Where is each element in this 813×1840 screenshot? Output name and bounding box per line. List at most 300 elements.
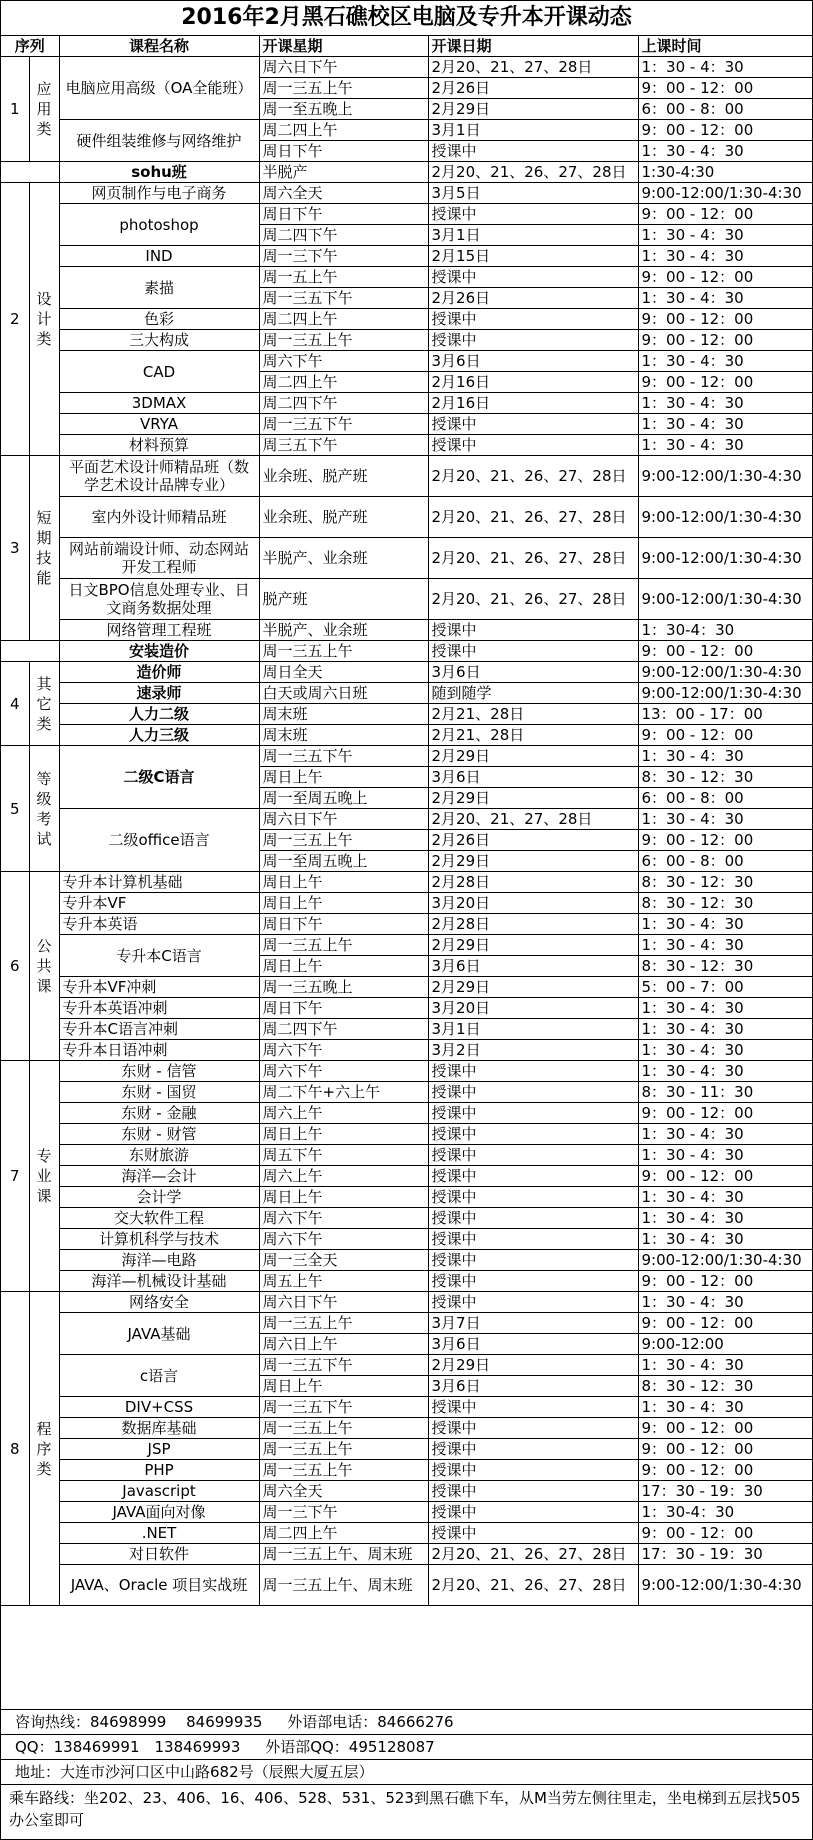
course-weekday: 周六上午 bbox=[259, 1166, 428, 1187]
course-weekday: 周一三五上午 bbox=[259, 1439, 428, 1460]
table-row bbox=[1, 1439, 812, 1460]
table-row bbox=[1, 330, 812, 351]
course-start-date: 授课中 bbox=[428, 1418, 638, 1439]
course-weekday: 周二四上午 bbox=[259, 309, 428, 330]
header-course: 课程名称 bbox=[59, 36, 259, 57]
course-start-date: 授课中 bbox=[428, 1082, 638, 1103]
course-time: 1：30 - 4：30 bbox=[638, 1019, 812, 1040]
course-start-date: 3月5日 bbox=[428, 183, 638, 204]
course-name: IND bbox=[59, 246, 259, 267]
course-weekday: 业余班、脱产班 bbox=[259, 456, 428, 497]
group-seq: 4 bbox=[1, 662, 29, 746]
course-weekday: 半脱产 bbox=[259, 162, 428, 183]
course-start-date: 3月6日 bbox=[428, 956, 638, 977]
course-time: 1：30 - 4：30 bbox=[638, 288, 812, 309]
course-time: 8：30 - 11：30 bbox=[638, 1082, 812, 1103]
course-start-date: 2月20、21、26、27、28日 bbox=[428, 162, 638, 183]
course-weekday: 周末班 bbox=[259, 725, 428, 746]
hotline: 咨询热线：84698999 84699935 bbox=[15, 1713, 263, 1731]
course-time: 1：30 - 4：30 bbox=[638, 57, 812, 78]
course-name: JSP bbox=[59, 1439, 259, 1460]
course-time: 9:00-12:00/1:30-4:30 bbox=[638, 1250, 812, 1271]
course-weekday: 周五下午 bbox=[259, 1145, 428, 1166]
course-weekday: 周一三五下午 bbox=[259, 1397, 428, 1418]
table-row bbox=[1, 641, 812, 662]
table-row bbox=[1, 872, 812, 893]
course-time: 1：30 - 4：30 bbox=[638, 1208, 812, 1229]
course-weekday: 周一至周五晚上 bbox=[259, 788, 428, 809]
course-start-date: 2月15日 bbox=[428, 246, 638, 267]
course-start-date: 2月26日 bbox=[428, 288, 638, 309]
table-row bbox=[1, 267, 812, 288]
course-start-date: 3月2日 bbox=[428, 1040, 638, 1061]
course-start-date: 2月20、21、26、27、28日 bbox=[428, 1565, 638, 1606]
foreign-qq: 外语部QQ：495128087 bbox=[265, 1738, 435, 1756]
course-time: 1：30 - 4：30 bbox=[638, 393, 812, 414]
course-weekday: 周日下午 bbox=[259, 204, 428, 225]
course-weekday: 周二四下午 bbox=[259, 225, 428, 246]
course-start-date: 3月1日 bbox=[428, 225, 638, 246]
course-name: 专升本VF冲刺 bbox=[59, 977, 259, 998]
course-weekday: 脱产班 bbox=[259, 579, 428, 620]
course-weekday: 周六下午 bbox=[259, 1061, 428, 1082]
table-row bbox=[1, 351, 812, 372]
course-start-date: 授课中 bbox=[428, 1271, 638, 1292]
course-time: 1：30-4：30 bbox=[638, 1502, 812, 1523]
course-name: 硬件组装维修与网络维护 bbox=[59, 120, 259, 162]
course-time: 1：30 - 4：30 bbox=[638, 435, 812, 456]
course-time: 9：00 - 12：00 bbox=[638, 1103, 812, 1124]
course-start-date: 授课中 bbox=[428, 1292, 638, 1313]
course-start-date: 授课中 bbox=[428, 641, 638, 662]
course-name: 网络安全 bbox=[59, 1292, 259, 1313]
course-start-date: 授课中 bbox=[428, 620, 638, 641]
course-weekday: 周二四下午 bbox=[259, 1019, 428, 1040]
group-category bbox=[29, 662, 59, 746]
course-time: 9:00-12:00 bbox=[638, 1334, 812, 1355]
course-weekday: 周一三五上午 bbox=[259, 1460, 428, 1481]
group-seq: 7 bbox=[1, 1061, 29, 1292]
table-row bbox=[1, 746, 812, 767]
course-name: 海洋—电路 bbox=[59, 1250, 259, 1271]
course-name: 色彩 bbox=[59, 309, 259, 330]
course-weekday: 周一三全天 bbox=[259, 1250, 428, 1271]
course-name: 网络管理工程班 bbox=[59, 620, 259, 641]
course-weekday: 周日上午 bbox=[259, 872, 428, 893]
course-time: 1：30 - 4：30 bbox=[638, 1040, 812, 1061]
course-weekday: 周一三五上午 bbox=[259, 641, 428, 662]
table-row bbox=[1, 662, 812, 683]
course-start-date: 授课中 bbox=[428, 1208, 638, 1229]
course-weekday: 周三五下午 bbox=[259, 435, 428, 456]
course-table bbox=[1, 36, 812, 1606]
table-row bbox=[1, 1502, 812, 1523]
course-weekday: 周六日下午 bbox=[259, 809, 428, 830]
table-row bbox=[1, 1523, 812, 1544]
course-time: 9：00 - 12：00 bbox=[638, 78, 812, 99]
table-row bbox=[1, 914, 812, 935]
course-time: 9：00 - 12：00 bbox=[638, 725, 812, 746]
course-time: 9:00-12:00/1:30-4:30 bbox=[638, 662, 812, 683]
footer-bus-route: 乘车路线：坐202、23、406、16、406、528、531、523到黑石礁下车，从M当劳左侧往里走，坐电梯到五层找505办公室即可 bbox=[9, 1789, 801, 1829]
table-row bbox=[1, 893, 812, 914]
course-time: 8：30 - 12：30 bbox=[638, 767, 812, 788]
group-seq: 1 bbox=[1, 57, 29, 162]
course-weekday: 周日上午 bbox=[259, 1376, 428, 1397]
course-name: JAVA、Oracle 项目实战班 bbox=[59, 1565, 259, 1606]
table-row bbox=[1, 456, 812, 497]
course-weekday: 周末班 bbox=[259, 704, 428, 725]
course-weekday: 周六全天 bbox=[259, 1481, 428, 1502]
table-row bbox=[1, 414, 812, 435]
course-time: 9：00 - 12：00 bbox=[638, 1418, 812, 1439]
course-weekday: 周日上午 bbox=[259, 956, 428, 977]
footer bbox=[1, 1709, 812, 1839]
course-time: 8：30 - 12：30 bbox=[638, 872, 812, 893]
group-seq-empty bbox=[1, 162, 59, 183]
course-time: 1：30 - 4：30 bbox=[638, 141, 812, 162]
course-start-date: 随到随学 bbox=[428, 683, 638, 704]
course-name: c语言 bbox=[59, 1355, 259, 1397]
course-start-date: 2月20、21、27、28日 bbox=[428, 57, 638, 78]
group-category bbox=[29, 183, 59, 456]
course-start-date: 授课中 bbox=[428, 330, 638, 351]
group-category bbox=[29, 456, 59, 641]
table-row bbox=[1, 935, 812, 956]
course-time: 1:30-4:30 bbox=[638, 162, 812, 183]
course-time: 1：30 - 4：30 bbox=[638, 225, 812, 246]
course-time: 9：00 - 12：00 bbox=[638, 372, 812, 393]
course-time: 9:00-12:00/1:30-4:30 bbox=[638, 579, 812, 620]
course-start-date: 2月20、21、26、27、28日 bbox=[428, 579, 638, 620]
course-weekday: 周六上午 bbox=[259, 1103, 428, 1124]
table-row bbox=[1, 57, 812, 78]
course-weekday: 周日上午 bbox=[259, 1124, 428, 1145]
course-start-date: 3月20日 bbox=[428, 998, 638, 1019]
course-name: 专升本日语冲刺 bbox=[59, 1040, 259, 1061]
course-name: 会计学 bbox=[59, 1187, 259, 1208]
course-weekday: 周一三五上午 bbox=[259, 830, 428, 851]
course-start-date: 2月20、21、27、28日 bbox=[428, 809, 638, 830]
course-time: 6：00 - 8：00 bbox=[638, 99, 812, 120]
course-name: 交大软件工程 bbox=[59, 1208, 259, 1229]
course-time: 9:00-12:00/1:30-4:30 bbox=[638, 183, 812, 204]
course-name: 东财 - 财管 bbox=[59, 1124, 259, 1145]
table-row bbox=[1, 1355, 812, 1376]
course-weekday: 周二四上午 bbox=[259, 372, 428, 393]
course-weekday: 周五上午 bbox=[259, 1271, 428, 1292]
course-weekday: 周一三下午 bbox=[259, 1502, 428, 1523]
course-time: 9：00 - 12：00 bbox=[638, 1166, 812, 1187]
course-name: 安装造价 bbox=[59, 641, 259, 662]
course-name: 网站前端设计师、动态网站开发工程师 bbox=[59, 538, 259, 579]
course-weekday: 周一三五上午 bbox=[259, 330, 428, 351]
course-time: 9：00 - 12：00 bbox=[638, 1313, 812, 1334]
course-name: 海洋—会计 bbox=[59, 1166, 259, 1187]
group-seq-empty bbox=[1, 641, 59, 662]
course-weekday: 周二下午+六上午 bbox=[259, 1082, 428, 1103]
group-seq: 2 bbox=[1, 183, 29, 456]
course-start-date: 授课中 bbox=[428, 1229, 638, 1250]
course-start-date: 授课中 bbox=[428, 1187, 638, 1208]
group-seq: 6 bbox=[1, 872, 29, 1061]
table-row bbox=[1, 246, 812, 267]
course-time: 1：30 - 4：30 bbox=[638, 1187, 812, 1208]
course-start-date: 3月7日 bbox=[428, 1313, 638, 1334]
group-category-label: 短期技能 bbox=[36, 509, 52, 587]
header-date: 开课日期 bbox=[428, 36, 638, 57]
course-name: 专升本英语 bbox=[59, 914, 259, 935]
course-start-date: 2月26日 bbox=[428, 78, 638, 99]
course-start-date: 授课中 bbox=[428, 141, 638, 162]
course-weekday: 周一五上午 bbox=[259, 267, 428, 288]
course-weekday: 周一三五上午 bbox=[259, 935, 428, 956]
course-time: 1：30 - 4：30 bbox=[638, 1124, 812, 1145]
course-time: 9:00-12:00/1:30-4:30 bbox=[638, 683, 812, 704]
group-category-label: 应用类 bbox=[36, 80, 52, 138]
course-weekday: 周一至周五晚上 bbox=[259, 851, 428, 872]
course-weekday: 周一三五下午 bbox=[259, 288, 428, 309]
course-weekday: 白天或周六日班 bbox=[259, 683, 428, 704]
course-start-date: 3月1日 bbox=[428, 120, 638, 141]
course-name: 三大构成 bbox=[59, 330, 259, 351]
course-weekday: 周日下午 bbox=[259, 141, 428, 162]
table-row bbox=[1, 1250, 812, 1271]
course-time: 1：30 - 4：30 bbox=[638, 1229, 812, 1250]
course-weekday: 周日全天 bbox=[259, 662, 428, 683]
course-name: VRYA bbox=[59, 414, 259, 435]
course-start-date: 授课中 bbox=[428, 1250, 638, 1271]
course-weekday: 半脱产、业余班 bbox=[259, 620, 428, 641]
table-row bbox=[1, 1397, 812, 1418]
table-row bbox=[1, 620, 812, 641]
course-start-date: 2月29日 bbox=[428, 746, 638, 767]
course-name: 平面艺术设计师精品班（数学艺术设计品牌专业） bbox=[59, 456, 259, 497]
course-start-date: 2月21、28日 bbox=[428, 725, 638, 746]
course-start-date: 授课中 bbox=[428, 1439, 638, 1460]
course-weekday: 周一三下午 bbox=[259, 246, 428, 267]
course-name: 电脑应用高级（OA全能班） bbox=[59, 57, 259, 120]
page-title: 2016年2月黑石礁校区电脑及专升本开课动态 bbox=[1, 1, 812, 36]
course-time: 9：00 - 12：00 bbox=[638, 641, 812, 662]
course-time: 9：00 - 12：00 bbox=[638, 1439, 812, 1460]
course-weekday: 周一三五下午 bbox=[259, 1355, 428, 1376]
course-time: 1：30 - 4：30 bbox=[638, 414, 812, 435]
course-time: 1：30 - 4：30 bbox=[638, 809, 812, 830]
course-name: JAVA基础 bbox=[59, 1313, 259, 1355]
table-row bbox=[1, 725, 812, 746]
course-weekday: 周六日上午 bbox=[259, 1334, 428, 1355]
course-name: 材料预算 bbox=[59, 435, 259, 456]
course-name: Javascript bbox=[59, 1481, 259, 1502]
course-weekday: 周六日下午 bbox=[259, 57, 428, 78]
course-weekday: 周六下午 bbox=[259, 1229, 428, 1250]
course-name: JAVA面向对像 bbox=[59, 1502, 259, 1523]
course-weekday: 周一三五下午 bbox=[259, 414, 428, 435]
course-start-date: 3月20日 bbox=[428, 893, 638, 914]
course-weekday: 周日下午 bbox=[259, 914, 428, 935]
course-time: 1：30 - 4：30 bbox=[638, 1145, 812, 1166]
course-start-date: 2月29日 bbox=[428, 977, 638, 998]
course-name: 专升本VF bbox=[59, 893, 259, 914]
course-name: 计算机科学与技术 bbox=[59, 1229, 259, 1250]
course-weekday: 周日上午 bbox=[259, 767, 428, 788]
course-time: 6：00 - 8：00 bbox=[638, 851, 812, 872]
table-header-row bbox=[1, 36, 812, 57]
table-row bbox=[1, 1145, 812, 1166]
course-start-date: 授课中 bbox=[428, 1145, 638, 1166]
course-name: sohu班 bbox=[59, 162, 259, 183]
group-seq: 3 bbox=[1, 456, 29, 641]
course-time: 1：30 - 4：30 bbox=[638, 1061, 812, 1082]
table-row bbox=[1, 1208, 812, 1229]
table-row bbox=[1, 435, 812, 456]
course-start-date: 授课中 bbox=[428, 1502, 638, 1523]
course-start-date: 授课中 bbox=[428, 435, 638, 456]
table-row bbox=[1, 309, 812, 330]
course-start-date: 2月16日 bbox=[428, 372, 638, 393]
course-time: 8：30 - 12：30 bbox=[638, 893, 812, 914]
course-time: 9:00-12:00/1:30-4:30 bbox=[638, 538, 812, 579]
course-start-date: 授课中 bbox=[428, 1124, 638, 1145]
course-weekday: 周六下午 bbox=[259, 1208, 428, 1229]
group-category bbox=[29, 1292, 59, 1606]
course-name: 日文BPO信息处理专业、日文商务数据处理 bbox=[59, 579, 259, 620]
course-time: 9：00 - 12：00 bbox=[638, 1271, 812, 1292]
group-category-label: 其它类 bbox=[36, 674, 52, 733]
course-name: PHP bbox=[59, 1460, 259, 1481]
course-start-date: 授课中 bbox=[428, 1061, 638, 1082]
course-start-date: 2月20、21、26、27、28日 bbox=[428, 1544, 638, 1565]
course-time: 1：30-4：30 bbox=[638, 620, 812, 641]
course-weekday: 周一三五晚上 bbox=[259, 977, 428, 998]
table-row bbox=[1, 497, 812, 538]
course-time: 9：00 - 12：00 bbox=[638, 120, 812, 141]
course-name: 3DMAX bbox=[59, 393, 259, 414]
course-time: 8：30 - 12：30 bbox=[638, 1376, 812, 1397]
course-start-date: 2月20、21、26、27、28日 bbox=[428, 497, 638, 538]
course-time: 17：30 - 19：30 bbox=[638, 1481, 812, 1502]
course-weekday: 周一三五上午 bbox=[259, 1418, 428, 1439]
course-start-date: 3月6日 bbox=[428, 662, 638, 683]
course-name: 人力二级 bbox=[59, 704, 259, 725]
footer-qq bbox=[1, 1735, 812, 1760]
course-time: 1：30 - 4：30 bbox=[638, 998, 812, 1019]
table-row bbox=[1, 1292, 812, 1313]
course-time: 9：00 - 12：00 bbox=[638, 267, 812, 288]
course-name: 速录师 bbox=[59, 683, 259, 704]
course-name: 素描 bbox=[59, 267, 259, 309]
course-name: 数据库基础 bbox=[59, 1418, 259, 1439]
course-start-date: 2月29日 bbox=[428, 99, 638, 120]
course-weekday: 业余班、脱产班 bbox=[259, 497, 428, 538]
table-row bbox=[1, 1313, 812, 1334]
course-time: 5：00 - 7：00 bbox=[638, 977, 812, 998]
course-weekday: 周日上午 bbox=[259, 1187, 428, 1208]
foreign-phone: 外语部电话：84666276 bbox=[287, 1713, 454, 1731]
course-weekday: 周一至五晚上 bbox=[259, 99, 428, 120]
course-name: 专升本C语言 bbox=[59, 935, 259, 977]
course-name: photoshop bbox=[59, 204, 259, 246]
header-time: 上课时间 bbox=[638, 36, 812, 57]
course-name: 海洋—机械设计基础 bbox=[59, 1271, 259, 1292]
table-row bbox=[1, 183, 812, 204]
table-row bbox=[1, 1166, 812, 1187]
course-name: .NET bbox=[59, 1523, 259, 1544]
course-start-date: 授课中 bbox=[428, 267, 638, 288]
course-time: 9:00-12:00/1:30-4:30 bbox=[638, 1565, 812, 1606]
course-start-date: 3月6日 bbox=[428, 767, 638, 788]
course-start-date: 2月28日 bbox=[428, 872, 638, 893]
course-start-date: 授课中 bbox=[428, 1523, 638, 1544]
group-category-label: 公共课 bbox=[36, 937, 52, 995]
table-row bbox=[1, 1271, 812, 1292]
group-category bbox=[29, 1061, 59, 1292]
table-row bbox=[1, 809, 812, 830]
course-time: 9：00 - 12：00 bbox=[638, 330, 812, 351]
course-time: 1：30 - 4：30 bbox=[638, 1355, 812, 1376]
course-start-date: 2月29日 bbox=[428, 851, 638, 872]
table-row bbox=[1, 1103, 812, 1124]
course-time: 9：00 - 12：00 bbox=[638, 309, 812, 330]
table-row bbox=[1, 1040, 812, 1061]
course-name: 专升本C语言冲刺 bbox=[59, 1019, 259, 1040]
course-weekday: 周日下午 bbox=[259, 998, 428, 1019]
group-category-label: 程序类 bbox=[36, 1419, 52, 1478]
course-name: 东财 - 金融 bbox=[59, 1103, 259, 1124]
course-start-date: 2月20、21、26、27、28日 bbox=[428, 456, 638, 497]
group-category bbox=[29, 872, 59, 1061]
course-start-date: 3月6日 bbox=[428, 1376, 638, 1397]
course-time: 1：30 - 4：30 bbox=[638, 914, 812, 935]
table-row bbox=[1, 579, 812, 620]
qq: QQ：138469991 138469993 bbox=[15, 1738, 241, 1756]
course-start-date: 3月1日 bbox=[428, 1019, 638, 1040]
course-start-date: 2月28日 bbox=[428, 914, 638, 935]
course-name: 专升本计算机基础 bbox=[59, 872, 259, 893]
course-weekday: 周一三五下午 bbox=[259, 746, 428, 767]
course-time: 9：00 - 12：00 bbox=[638, 204, 812, 225]
course-start-date: 2月20、21、26、27、28日 bbox=[428, 538, 638, 579]
table-row bbox=[1, 1061, 812, 1082]
course-weekday: 周六下午 bbox=[259, 1040, 428, 1061]
course-name: CAD bbox=[59, 351, 259, 393]
course-start-date: 授课中 bbox=[428, 1460, 638, 1481]
table-row bbox=[1, 704, 812, 725]
table-row bbox=[1, 1481, 812, 1502]
course-start-date: 2月21、28日 bbox=[428, 704, 638, 725]
course-weekday: 周六日下午 bbox=[259, 1292, 428, 1313]
course-weekday: 周一三五上午 bbox=[259, 78, 428, 99]
course-time: 9：00 - 12：00 bbox=[638, 1523, 812, 1544]
course-weekday: 周日上午 bbox=[259, 893, 428, 914]
course-time: 1：30 - 4：30 bbox=[638, 746, 812, 767]
course-name: 造价师 bbox=[59, 662, 259, 683]
course-time: 6：00 - 8：00 bbox=[638, 788, 812, 809]
group-category-label: 等级考试 bbox=[36, 769, 52, 848]
course-start-date: 授课中 bbox=[428, 309, 638, 330]
table-row bbox=[1, 393, 812, 414]
course-weekday: 周二四上午 bbox=[259, 1523, 428, 1544]
course-name: 二级C语言 bbox=[59, 746, 259, 809]
course-start-date: 2月16日 bbox=[428, 393, 638, 414]
table-row bbox=[1, 977, 812, 998]
table-row bbox=[1, 1124, 812, 1145]
table-row bbox=[1, 1418, 812, 1439]
course-start-date: 授课中 bbox=[428, 1103, 638, 1124]
course-name: 室内外设计师精品班 bbox=[59, 497, 259, 538]
course-start-date: 2月29日 bbox=[428, 788, 638, 809]
